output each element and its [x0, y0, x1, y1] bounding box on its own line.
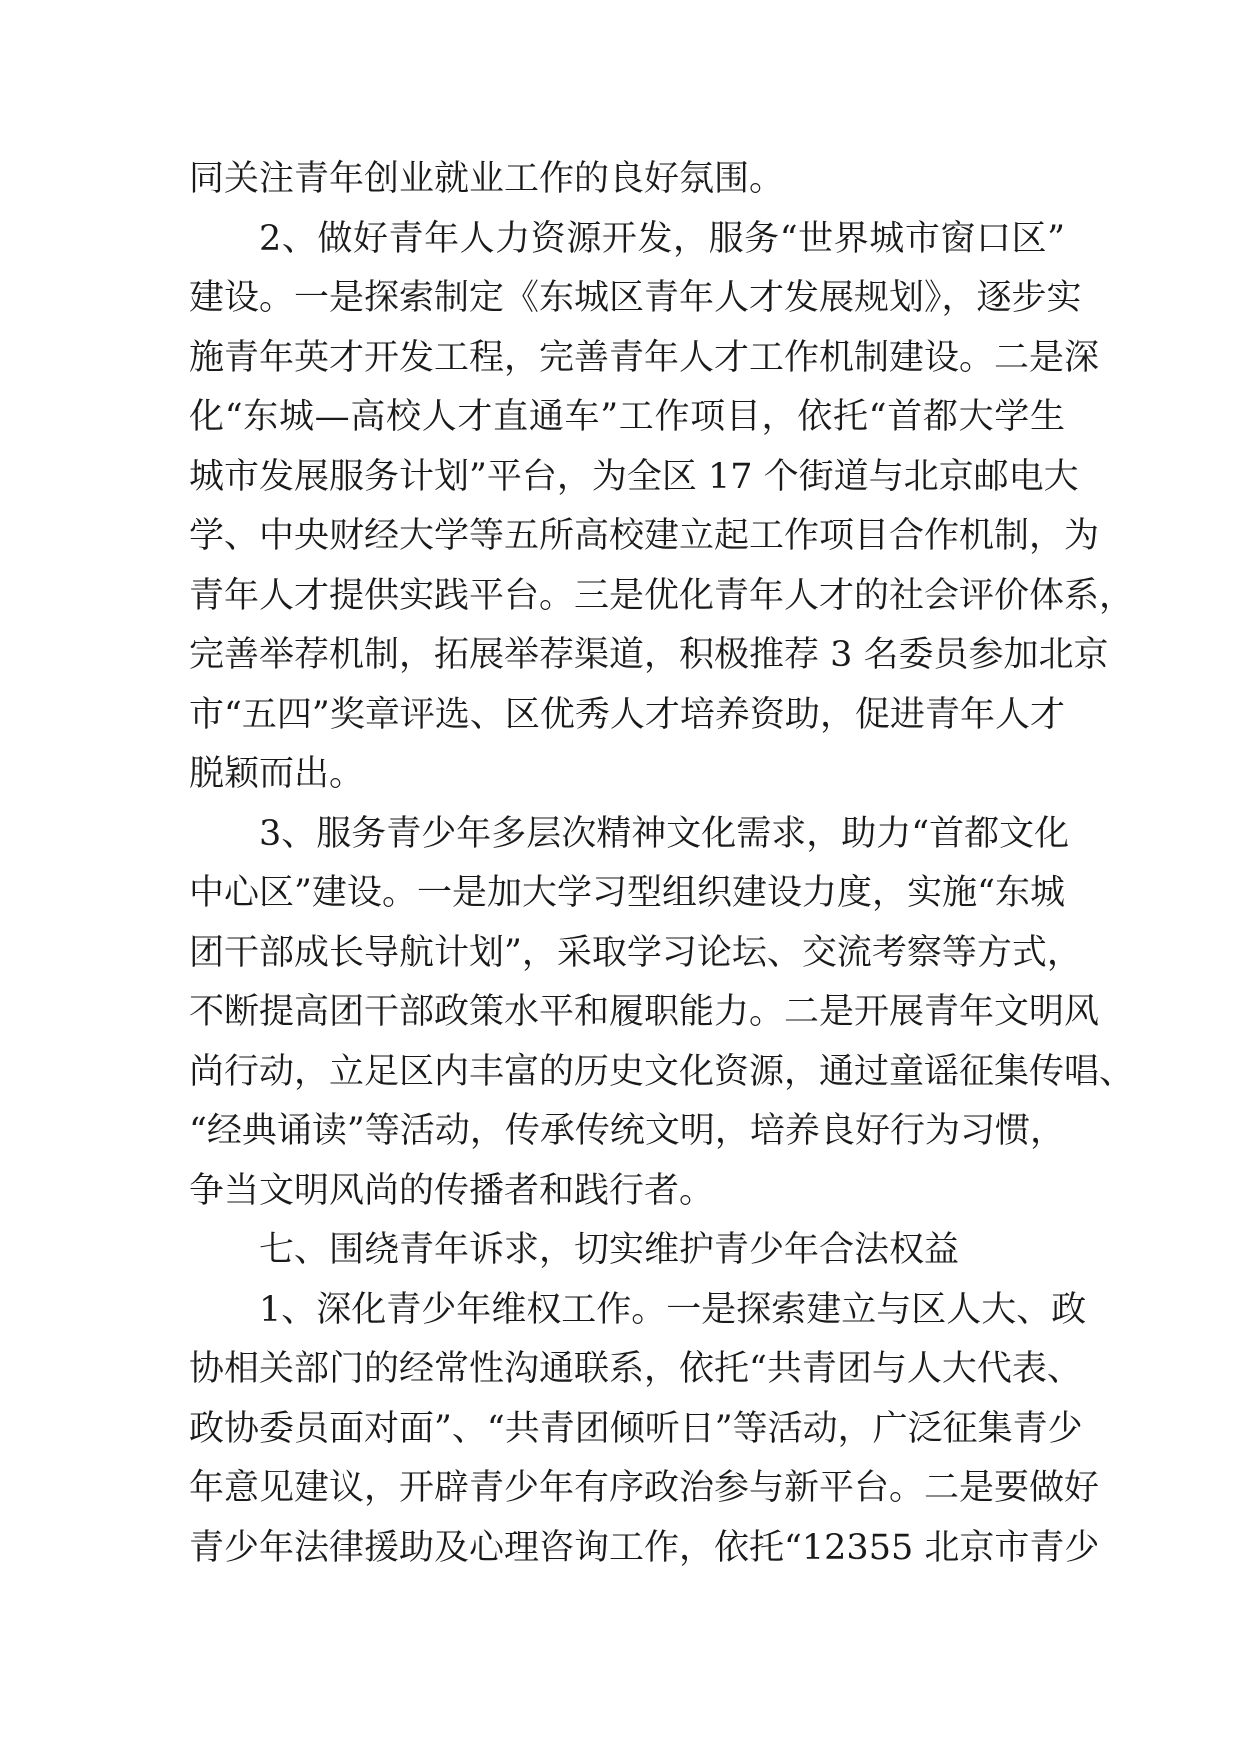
- text-line: 青少年法律援助及心理咨询工作，依托“12355 北京市青少: [189, 1527, 1100, 1568]
- text-line: 2、做好青年人力资源开发，服务“世界城市窗口区”: [259, 218, 1065, 259]
- text-line: 化“东城—高校人才直通车”工作项目，依托“首都大学生: [189, 397, 1065, 437]
- text-line: 3、服务青少年多层次精神文化需求，助力“首都文化: [259, 813, 1070, 854]
- text-line: 不断提高团干部政策水平和履职能力。二是开展青年文明风: [189, 992, 1100, 1032]
- text-line: 协相关部门的经常性沟通联系，依托“共青团与人大代表、: [189, 1349, 1082, 1389]
- text-line: 青年人才提供实践平台。三是优化青年人才的社会评价体系，: [189, 575, 1135, 616]
- text-line: 学、中央财经大学等五所高校建立起工作项目合作机制，为: [189, 516, 1100, 556]
- text-line: 年意见建议，开辟青少年有序政治参与新平台。二是要做好: [189, 1468, 1100, 1508]
- text-line: “经典诵读”等活动，传承传统文明，培养良好行为习惯，: [189, 1111, 1065, 1151]
- text-line: 尚行动，立足区内丰富的历史文化资源，通过童谣征集传唱、: [189, 1051, 1135, 1092]
- text-line: 城市发展服务计划”平台，为全区 17 个街道与北京邮电大: [189, 456, 1079, 497]
- body-text: [189, 150, 1135, 1578]
- text-line: 脱颖而出。: [189, 754, 365, 794]
- text-line: 市“五四”奖章评选、区优秀人才培养资助，促进青年人才: [189, 694, 1065, 735]
- text-line: 1、深化青少年维权工作。一是探索建立与区人大、政: [259, 1289, 1087, 1330]
- text-line: 同关注青年创业就业工作的良好氛围。: [189, 159, 785, 199]
- text-line: 建设。一是探索制定《东城区青年人才发展规划》，逐步实: [189, 278, 1082, 318]
- text-line: 施青年英才开发工程，完善青年人才工作机制建设。二是深: [189, 337, 1100, 378]
- text-line: 政协委员面对面”、“共青团倾听日”等活动，广泛征集青少: [189, 1408, 1083, 1449]
- text-line: 完善举荐机制，拓展举荐渠道，积极推荐 3 名委员参加北京: [189, 635, 1109, 675]
- text-line: 中心区”建设。一是加大学习型组织建设力度，实施“东城: [189, 873, 1065, 913]
- text-line: 七、围绕青年诉求，切实维护青少年合法权益: [259, 1230, 960, 1270]
- text-line: 团干部成长导航计划”，采取学习论坛、交流考察等方式，: [189, 932, 1082, 973]
- text-line: 争当文明风尚的传播者和践行者。: [189, 1170, 715, 1211]
